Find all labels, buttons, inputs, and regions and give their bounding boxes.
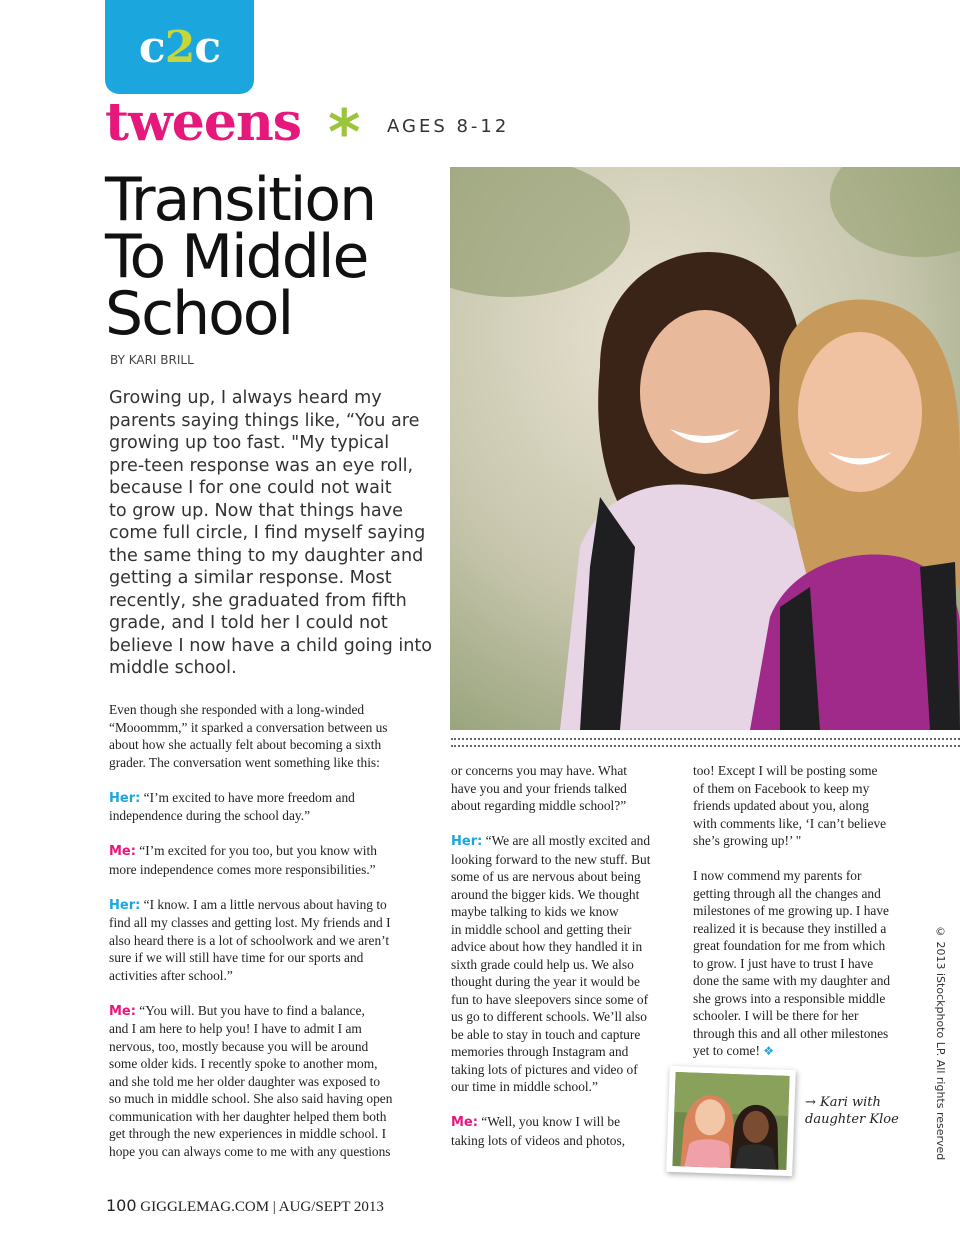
section-title: tweens [105, 92, 302, 153]
body-paragraph: too! Except I will be posting some of them on Facebook to keep my friends updated about you, along with comments like, ‘I can’t believe she’s growing up!’ " [693, 763, 887, 848]
divider [451, 738, 960, 740]
dialogue-me: Me: “You will. But you have to find a balance, and I am here to help you! I have to admit I am nervous, too, mostly because you will be around some older kids. I recently spoke to another mom, and she told me her older daughter was exposed to so much in middle school. She also said having open communication with her daughter helped them both get through the new experiences in middle school. I hope you can always come to me with any questions [109, 1002, 393, 1159]
byline: BY KARI BRILL [110, 353, 194, 367]
photo-credit: © 2013 iStockphoto LP. All rights reserved [934, 925, 947, 1161]
hero-photo-two-girls [450, 167, 960, 730]
article-column-1 [109, 701, 439, 1160]
age-range: AGES 8-12 [387, 116, 510, 137]
photo-caption: → Kari with daughter Kloe [805, 1095, 899, 1127]
page-number: 100 [106, 1196, 137, 1215]
page-footer [106, 1196, 384, 1216]
article-column-3 [693, 762, 923, 1061]
dialogue-her: Her: “We are all mostly excited and looking forward to the new stuff. But some of us are nervous about being around the bigger kids. We thought maybe talking to kids we know in middle school and getting their advice about how they handled it in sixth grade could help us. We also thought during the year it would be fun to have sleepovers since some of us go to different schools. We’ll also be able to stay in touch and capture memories through Instagram and taking lots of pictures and video of our time in middle school.” [451, 833, 651, 1094]
body-paragraph: I now commend my parents for getting through all the changes and milestones of me growing up. I have realized it is because they instilled a great foundation for me from which to grow. I just have to trust I have done the same with my daughter and she grows into a responsible middle schooler. I will be there for her through this and all other milestones yet to come! ❖ [693, 868, 891, 1058]
photo-illustration [450, 167, 960, 730]
article-column-2 [451, 762, 681, 1149]
intro-paragraph: Growing up, I always heard my parents saying things like, “You are growing up too fast. "My typical pre-teen response was an eye roll, because I for one could not wait to grow up. Now that things have come full circle, I find myself saying the same thing to my daughter and getting a similar response. Most recently, she graduated from fifth grade, and I told her I could not believe I now have a child going into middle school. [109, 388, 433, 678]
body-paragraph: Even though she responded with a long-winded “Mooommm,” it sparked a conversation between us about how she actually felt about becoming a sixth grader. The conversation went something like this: [109, 702, 388, 770]
body-paragraph: or concerns you may have. What have you and your friends talked about regarding middle school?” [451, 763, 628, 813]
asterisk-icon: * [328, 96, 361, 169]
footer-publication: GIGGLEMAG.COM | AUG/SEPT 2013 [136, 1199, 384, 1215]
polaroid-photo [666, 1066, 796, 1176]
c2c-logo: c2c [105, 0, 254, 94]
divider [451, 745, 960, 747]
dialogue-her: Her: “I know. I am a little nervous about having to find all my classes and getting lost. My friends and I also heard there is a lot of schoolwork and we aren’t sure if we will still have time for our sports and activities after school.” [109, 896, 391, 983]
dialogue-me: Me: “I’m excited for you too, but you know with more independence comes more responsibilities.” [109, 843, 377, 877]
dialogue-her: Her: “I’m excited to have more freedom and independence during the school day.” [109, 789, 355, 823]
dialogue-me: Me: “Well, you know I will be taking lots of videos and photos, [451, 1114, 626, 1148]
headline: Transition To Middle School [105, 165, 376, 349]
polaroid-illustration [666, 1066, 796, 1176]
end-of-article-icon: ❖ [763, 1044, 775, 1058]
